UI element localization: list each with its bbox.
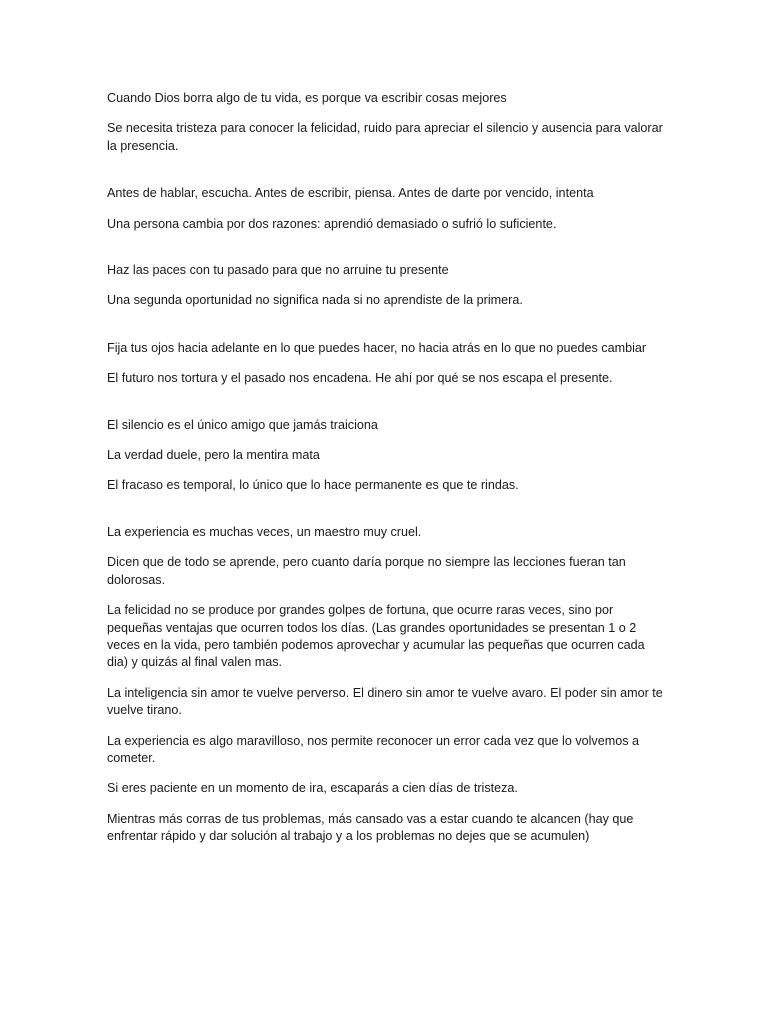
paragraph: La experiencia es muchas veces, un maestro muy cruel. xyxy=(107,524,422,539)
paragraph: Antes de hablar, escucha. Antes de escribir, piensa. Antes de darte por vencido, intenta xyxy=(107,186,594,201)
paragraph: Una persona cambia por dos razones: aprendió demasiado o sufrió lo suficiente. xyxy=(107,216,557,231)
paragraph: El futuro nos tortura y el pasado nos encadena. He ahí por qué se nos escapa el presente. xyxy=(107,371,613,386)
paragraph: La felicidad no se produce por grandes golpes de fortuna, que ocurre raras veces, sino por pequeñas ventajas que ocurren todos los días. (Las grandes oportunidades se presentan 1 o 2 veces en la vida, pero también podemos aprovechar y acumular las pequeñas que ocurren cada dia) y quizás al final valen mas. xyxy=(107,603,645,670)
paragraph: Si eres paciente en un momento de ira, escaparás a cien días de tristeza. xyxy=(107,781,518,796)
paragraph: El fracaso es temporal, lo único que lo hace permanente es que te rindas. xyxy=(107,478,519,493)
paragraph: La verdad duele, pero la mentira mata xyxy=(107,448,320,463)
paragraph: Una segunda oportunidad no significa nada si no aprendiste de la primera. xyxy=(107,293,523,308)
paragraph: Haz las paces con tu pasado para que no arruine tu presente xyxy=(107,263,449,278)
paragraph: La inteligencia sin amor te vuelve perverso. El dinero sin amor te vuelve avaro. El poder sin amor te vuelve tirano. xyxy=(107,685,663,718)
document-body xyxy=(107,90,667,846)
paragraph: Fija tus ojos hacia adelante en lo que puedes hacer, no hacia atrás en lo que no puedes cambiar xyxy=(107,340,647,355)
paragraph: Cuando Dios borra algo de tu vida, es porque va escribir cosas mejores xyxy=(107,91,507,105)
paragraph: Dicen que de todo se aprende, pero cuanto daría porque no siempre las lecciones fueran tan dolorosas. xyxy=(107,555,626,587)
paragraph: Se necesita tristeza para conocer la felicidad, ruido para apreciar el silencio y ausencia para valorar la presencia. xyxy=(107,121,663,153)
paragraph: Mientras más corras de tus problemas, más cansado vas a estar cuando te alcancen (hay que enfrentar rápido y dar solución al trabajo y a los problemas no dejes que se acumulen) xyxy=(107,811,634,844)
paragraph: La experiencia es algo maravilloso, nos permite reconocer un error cada vez que lo volvemos a cometer. xyxy=(107,733,640,765)
paragraph: El silencio es el único amigo que jamás traiciona xyxy=(107,417,378,432)
